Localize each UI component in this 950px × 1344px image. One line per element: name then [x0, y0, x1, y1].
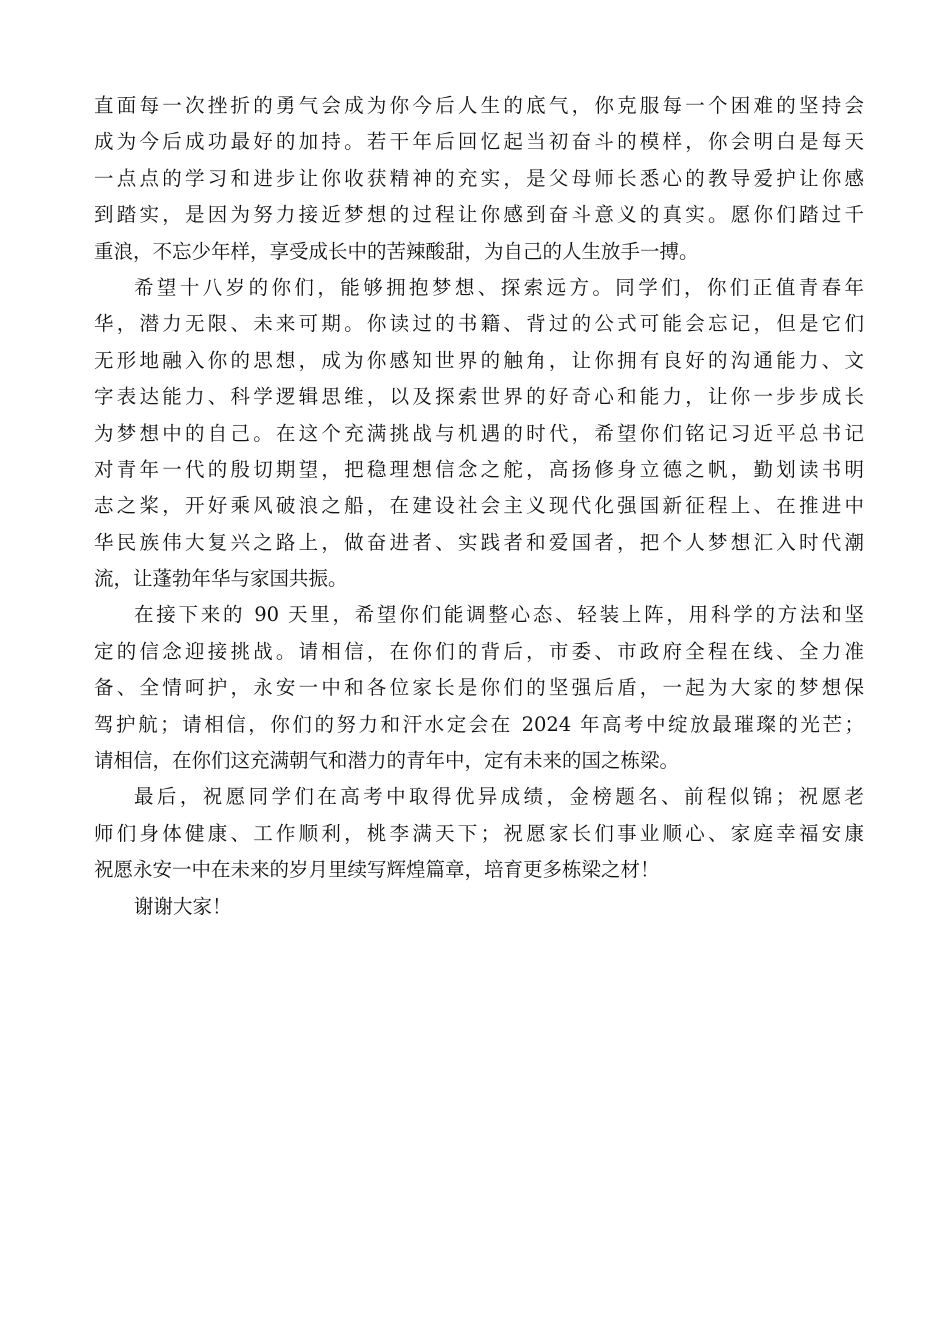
text-line: 无形地融入你的思想，成为你感知世界的触角，让你拥有良好的沟通能力、文	[94, 348, 864, 372]
text-line: 到踏实，是因为努力接近梦想的过程让你感到奋斗意义的真实。愿你们踏过千	[94, 203, 864, 227]
text-line: 师们身体健康、工作顺利，桃李满天下；祝愿家长们事业顺心、家庭幸福安康	[94, 821, 864, 845]
text-line: 华，潜力无限、未来可期。你读过的书籍、背过的公式可能会忘记，但是它们	[94, 312, 864, 336]
text-line: 一点点的学习和进步让你收获精神的充实，是父母师长悉心的教导爱护让你感	[94, 166, 864, 190]
paragraph	[94, 779, 864, 888]
text-line: 驾护航；请相信，你们的努力和汗水定会在 2024 年高考中绽放最璀璨的光芒；	[94, 712, 864, 736]
text-line: 最后，祝愿同学们在高考中取得优异成绩，金榜题名、前程似锦；祝愿老	[134, 785, 864, 809]
text-line: 流，让蓬勃年华与家国共振。	[94, 567, 348, 591]
paragraph	[94, 889, 864, 925]
body-text	[94, 88, 864, 925]
paragraph	[94, 88, 864, 270]
paragraph	[94, 597, 864, 779]
text-line: 祝愿永安一中在未来的岁月里续写辉煌篇章，培育更多栋梁之材！	[94, 858, 660, 882]
text-line: 志之桨，开好乘风破浪之船，在建设社会主义现代化强国新征程上、在推进中	[94, 494, 864, 518]
paragraph	[94, 270, 864, 598]
text-line: 成为今后成功最好的加持。若干年后回忆起当初奋斗的模样，你会明白是每天	[94, 130, 864, 154]
text-line: 华民族伟大复兴之路上，做奋进者、实践者和爱国者，把个人梦想汇入时代潮	[94, 530, 864, 554]
text-line: 对青年一代的殷切期望，把稳理想信念之舵，高扬修身立德之帆，勤划读书明	[94, 457, 864, 481]
text-line: 定的信念迎接挑战。请相信，在你们的背后，市委、市政府全程在线、全力准	[94, 639, 864, 663]
text-line: 希望十八岁的你们，能够拥抱梦想、探索远方。同学们，你们正值青春年	[134, 275, 864, 299]
text-line: 为梦想中的自己。在这个充满挑战与机遇的时代，希望你们铭记习近平总书记	[94, 421, 864, 445]
text-line: 重浪，不忘少年样，享受成长中的苦辣酸甜，为自己的人生放手一搏。	[94, 239, 699, 263]
text-line: 直面每一次挫折的勇气会成为你今后人生的底气，你克服每一个困难的坚持会	[94, 94, 864, 117]
text-line: 备、全情呵护，永安一中和各位家长是你们的坚强后盾，一起为大家的梦想保	[94, 676, 864, 700]
text-line: 请相信，在你们这充满朝气和潜力的青年中，定有未来的国之栋梁。	[94, 749, 680, 773]
text-line: 谢谢大家！	[134, 894, 232, 918]
text-line: 在接下来的 90 天里，希望你们能调整心态、轻装上阵，用科学的方法和坚	[134, 603, 864, 627]
text-line: 字表达能力、科学逻辑思维，以及探索世界的好奇心和能力，让你一步步成长	[94, 385, 864, 409]
